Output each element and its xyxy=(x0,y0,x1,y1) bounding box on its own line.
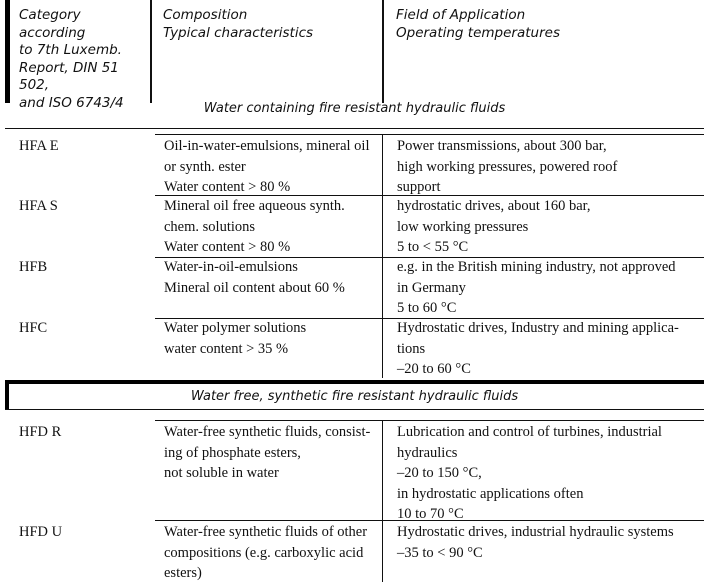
header-category-line: Report, DIN 51 502, xyxy=(19,59,119,93)
application-line: hydrostatic drives, about 160 bar, xyxy=(397,198,591,214)
row-category: HFC xyxy=(19,320,48,336)
header-category-line: to 7th Luxemb. xyxy=(19,42,122,58)
application-line: Hydrostatic drives, Industry and mining applica- xyxy=(397,320,679,336)
application-line: –20 to 60 °C xyxy=(397,361,471,377)
row-application xyxy=(397,257,702,319)
composition-line: Water polymer solutions xyxy=(164,320,307,336)
application-line: in Germany xyxy=(397,279,466,296)
row-application xyxy=(397,136,702,198)
application-line: e.g. in the British mining industry, not approved xyxy=(397,259,676,275)
header-composition-line: Typical characteristics xyxy=(163,24,314,41)
application-line: hydraulics xyxy=(397,444,458,461)
composition-line: not soluble in water xyxy=(164,465,279,481)
row-application xyxy=(397,318,702,380)
section-1-rule xyxy=(5,128,704,129)
header-composition-line: Composition xyxy=(163,7,248,23)
row-category: HFD R xyxy=(19,424,62,440)
application-line: Power transmissions, about 300 bar, xyxy=(397,138,607,154)
row-category: HFA E xyxy=(19,138,59,154)
section-2-rule xyxy=(5,409,704,410)
header-application-cell xyxy=(396,7,696,42)
composition-line: Water-in-oil-emulsions xyxy=(164,259,298,275)
header-divider-2 xyxy=(382,0,384,103)
application-line: high working pressures, powered roof xyxy=(397,158,618,175)
section-title: Water containing fire resistant hydraulic fluids xyxy=(203,101,506,116)
composition-line: Water-free synthetic fluids, consist- xyxy=(164,424,371,440)
application-line: in hydrostatic applications often xyxy=(397,485,584,502)
header-category-line: and ISO 6743/4 xyxy=(19,94,124,111)
row-composition xyxy=(164,136,380,198)
row-category: HFD U xyxy=(19,524,63,540)
row-application xyxy=(397,196,702,258)
row-hfae-composition-top-rule xyxy=(155,134,704,135)
composition-line: esters) xyxy=(164,565,202,581)
composition-line: Mineral oil content about 60 % xyxy=(164,279,345,296)
header-category-line: Category according xyxy=(19,7,86,41)
composition-line: Mineral oil free aqueous synth. xyxy=(164,198,345,214)
application-line: low working pressures xyxy=(397,218,529,235)
left-thick-border xyxy=(5,0,10,103)
row-hfdr-composition-top-rule xyxy=(155,420,704,421)
header-composition-cell xyxy=(163,7,378,42)
application-line: Lubrication and control of turbines, industrial xyxy=(397,424,662,440)
col-divider-1-section-1 xyxy=(382,134,383,378)
row-composition xyxy=(164,196,380,258)
composition-line: Oil-in-water-emulsions, mineral oil xyxy=(164,138,370,154)
row-composition xyxy=(164,422,380,484)
composition-line: compositions (e.g. carboxylic acid xyxy=(164,544,364,561)
row-application xyxy=(397,522,702,563)
row-composition xyxy=(164,522,380,584)
row-composition xyxy=(164,318,380,359)
row-composition xyxy=(164,257,380,298)
composition-line: Water content > 80 % xyxy=(164,179,291,195)
application-line: Hydrostatic drives, industrial hydraulic systems xyxy=(397,524,674,540)
header-application-line: Operating temperatures xyxy=(396,24,560,41)
header-divider-1 xyxy=(150,0,152,103)
composition-line: ing of phosphate esters, xyxy=(164,444,301,461)
application-line: –35 to < 90 °C xyxy=(397,544,483,561)
composition-line: Water content > 80 % xyxy=(164,239,291,255)
section-title: Water free, synthetic fire resistant hydraulic fluids xyxy=(190,389,519,404)
section-2-thick-rule xyxy=(5,380,704,384)
row-category: HFB xyxy=(19,259,48,275)
composition-line: or synth. ester xyxy=(164,158,246,175)
header-application-line: Field of Application xyxy=(396,7,526,23)
composition-line: chem. solutions xyxy=(164,218,256,235)
application-line: support xyxy=(397,179,441,195)
application-line: 10 to 70 °C xyxy=(397,506,464,522)
row-application xyxy=(397,422,702,525)
col-divider-1-section-2 xyxy=(382,420,383,582)
application-line: tions xyxy=(397,340,426,357)
composition-line: Water-free synthetic fluids of other xyxy=(164,524,368,540)
application-line: –20 to 150 °C, xyxy=(397,465,482,481)
row-category: HFA S xyxy=(19,198,58,214)
header-category-cell xyxy=(19,7,149,112)
composition-line: water content > 35 % xyxy=(164,340,289,357)
application-line: 5 to < 55 °C xyxy=(397,239,469,255)
application-line: 5 to 60 °C xyxy=(397,300,457,316)
